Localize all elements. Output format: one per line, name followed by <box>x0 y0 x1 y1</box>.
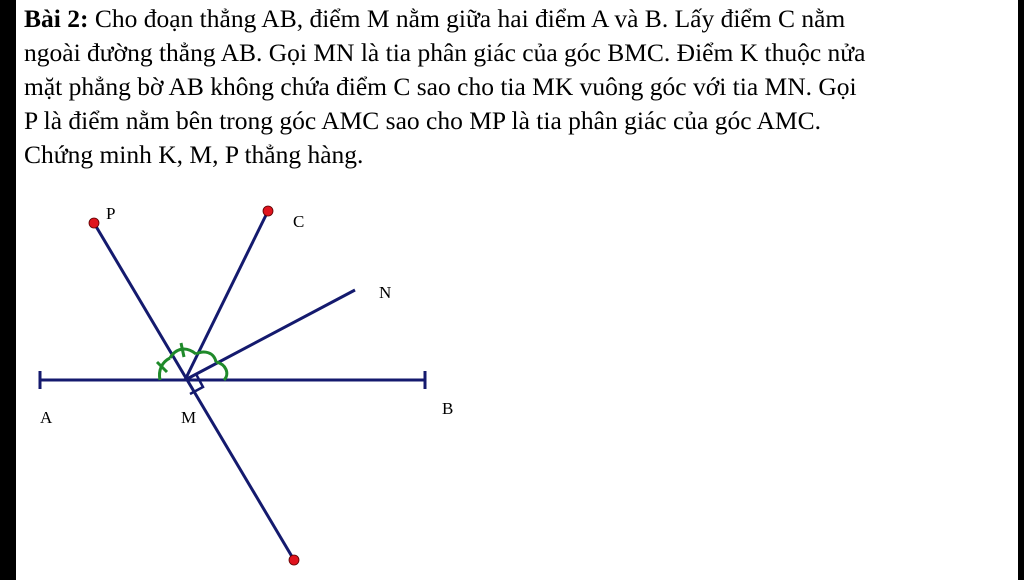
point-k <box>289 555 299 565</box>
label-c: C <box>293 212 305 231</box>
problem-line-4: P là điểm nằm bên trong góc AMC sao cho MP là tia phân giác của góc AMC. <box>24 106 821 135</box>
problem-line-2: ngoài đường thẳng AB. Gọi MN là tia phân giác của góc BMC. Điểm K thuộc nửa <box>24 38 866 67</box>
label-n: N <box>379 283 392 302</box>
point-c <box>263 206 273 216</box>
problem-line-5: Chứng minh K, M, P thẳng hàng. <box>24 140 364 169</box>
label-p: P <box>106 204 116 223</box>
angle-mark-cmn <box>196 352 216 362</box>
label-m: M <box>181 408 197 427</box>
problem-line-1-text: Cho đoạn thẳng AB, điểm M nằm giữa hai điểm A và B. Lấy điểm C nằm <box>88 4 846 33</box>
problem-line-3: mặt phẳng bờ AB không chứa điểm C sao cho tia MK vuông góc với tia MN. Gọi <box>24 72 857 101</box>
label-a: A <box>40 408 53 427</box>
angle-tick-pmc <box>181 343 184 357</box>
angle-mark-nmb <box>216 362 227 380</box>
label-b: B <box>442 399 454 418</box>
point-p <box>89 218 99 228</box>
ray-mn <box>185 290 355 380</box>
problem-heading: Bài 2: <box>24 4 89 33</box>
